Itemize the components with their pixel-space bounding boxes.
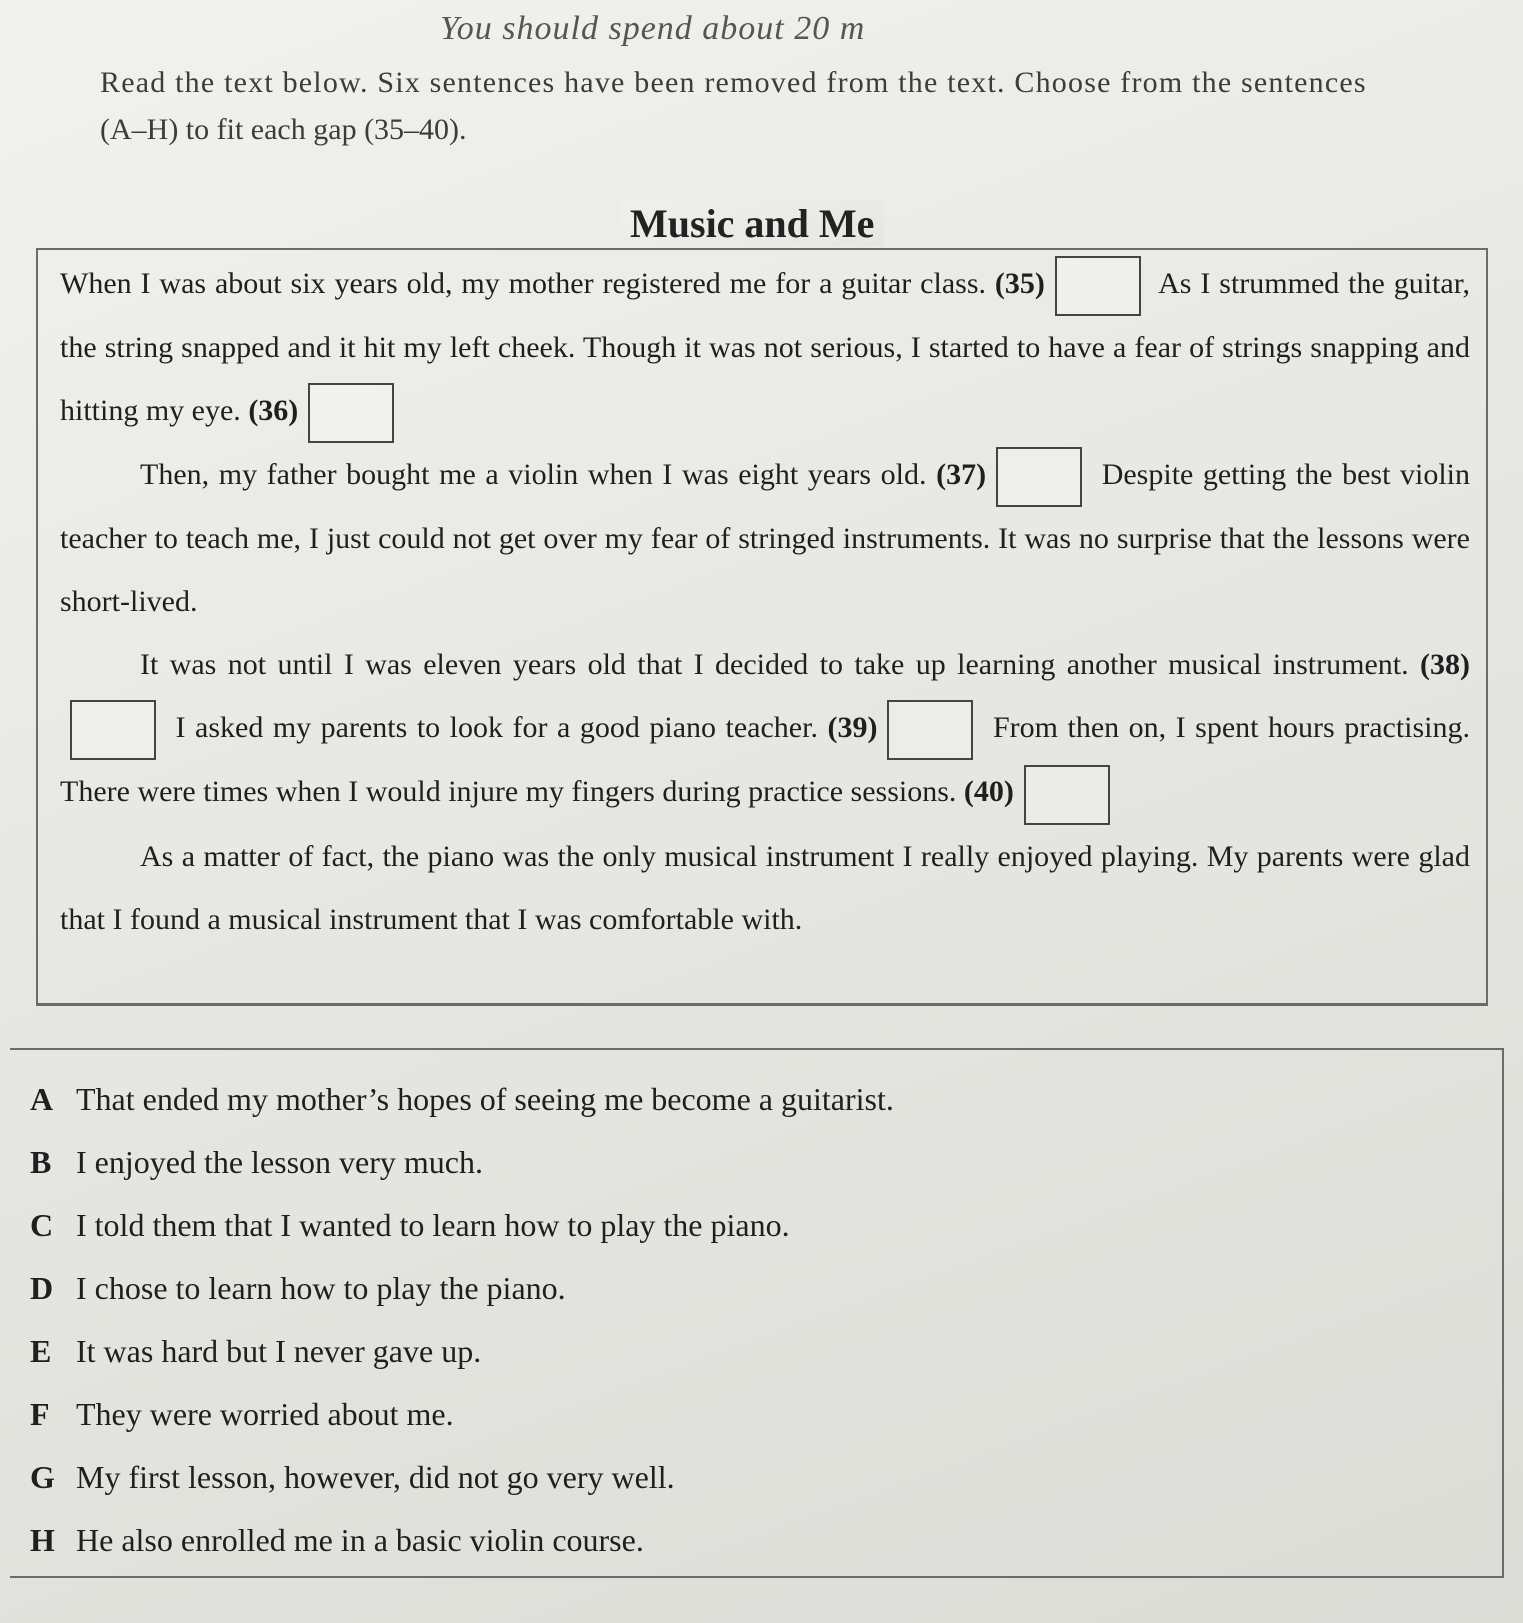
paragraph-2-text-a: Then, my father bought me a violin when I was eight years old. (140, 458, 927, 492)
instructions-line-2: (A–H) to fit each gap (35–40). (100, 112, 467, 146)
option-text: I chose to learn how to play the piano. (76, 1270, 566, 1306)
paragraph-2 (60, 443, 1470, 633)
gap-36-answer-box[interactable] (308, 383, 394, 443)
paragraph-3-text-c: From then on, I spent hours practising. There were times when I would injure my fingers during practice sessions. (60, 711, 1471, 809)
paragraph-2-text-b: Despite getting the best violin teacher to teach me, I just could not get over my fear of stringed instruments. It was no surprise that the lessons were short-lived. (60, 458, 1470, 619)
option-letter: E (30, 1333, 52, 1369)
passage-title: Music and Me (620, 200, 884, 247)
gap-35-label: (35) (994, 267, 1045, 300)
gap-39-answer-box[interactable] (887, 700, 973, 760)
paragraph-4-text: As a matter of fact, the piano was the only musical instrument I really enjoyed playing. My parents were glad that I found a musical instrument that I was comfortable with. (60, 839, 1470, 936)
gap-39-label: (39) (827, 711, 878, 745)
gap-40-label: (40) (963, 775, 1014, 809)
option-f (30, 1383, 1490, 1446)
paragraph-4 (60, 825, 1470, 951)
paragraph-3 (60, 633, 1470, 824)
passage-body (60, 252, 1470, 951)
gap-36-label: (36) (248, 394, 299, 428)
option-text: I told them that I wanted to learn how to play the piano. (76, 1207, 790, 1243)
option-a (30, 1068, 1490, 1131)
gap-37-answer-box[interactable] (996, 447, 1082, 507)
option-letter: C (30, 1207, 54, 1243)
paragraph-3-text-b: I asked my parents to look for a good piano teacher. (175, 711, 818, 745)
paragraph-1-text-b: As I strummed the guitar, the string snapped and it hit my left cheek. Though it was not serious, I started to have a fear of strings snapping and hitting my eye. (60, 267, 1470, 428)
option-letter: A (30, 1081, 54, 1117)
option-text: It was hard but I never gave up. (76, 1333, 482, 1369)
option-h (30, 1509, 1490, 1572)
option-g (30, 1446, 1490, 1509)
gap-38-label: (38) (1420, 648, 1470, 682)
instructions-line-1: Read the text below. Six sentences have been removed from the text. Choose from the sentences (100, 66, 1367, 99)
task-instructions (100, 60, 1480, 153)
option-d (30, 1257, 1490, 1320)
option-e (30, 1320, 1490, 1383)
option-text: He also enrolled me in a basic violin course. (76, 1522, 644, 1558)
option-text: That ended my mother’s hopes of seeing me become a guitarist. (76, 1081, 894, 1117)
option-letter: H (30, 1522, 55, 1558)
option-text: I enjoyed the lesson very much. (76, 1144, 483, 1180)
gap-37-label: (37) (936, 458, 987, 492)
option-c (30, 1194, 1490, 1257)
option-b (30, 1131, 1490, 1194)
option-text: They were worried about me. (76, 1396, 454, 1432)
gap-40-answer-box[interactable] (1024, 765, 1110, 825)
gap-35-answer-box[interactable] (1055, 256, 1141, 316)
paragraph-1-text-a: When I was about six years old, my mother registered me for a guitar class. (60, 267, 986, 300)
gap-38-answer-box[interactable] (70, 700, 156, 760)
option-text: My first lesson, however, did not go very well. (76, 1459, 675, 1495)
option-letter: D (30, 1270, 54, 1306)
paragraph-3-text-a: It was not until I was eleven years old that I decided to take up learning another musical instrument. (140, 648, 1409, 682)
time-instruction: You should spend about 20 m (440, 10, 866, 47)
option-letter: B (30, 1144, 52, 1180)
option-letter: G (30, 1459, 55, 1495)
sentence-options-list (30, 1068, 1490, 1572)
option-letter: F (30, 1396, 50, 1432)
paragraph-1 (60, 252, 1470, 443)
